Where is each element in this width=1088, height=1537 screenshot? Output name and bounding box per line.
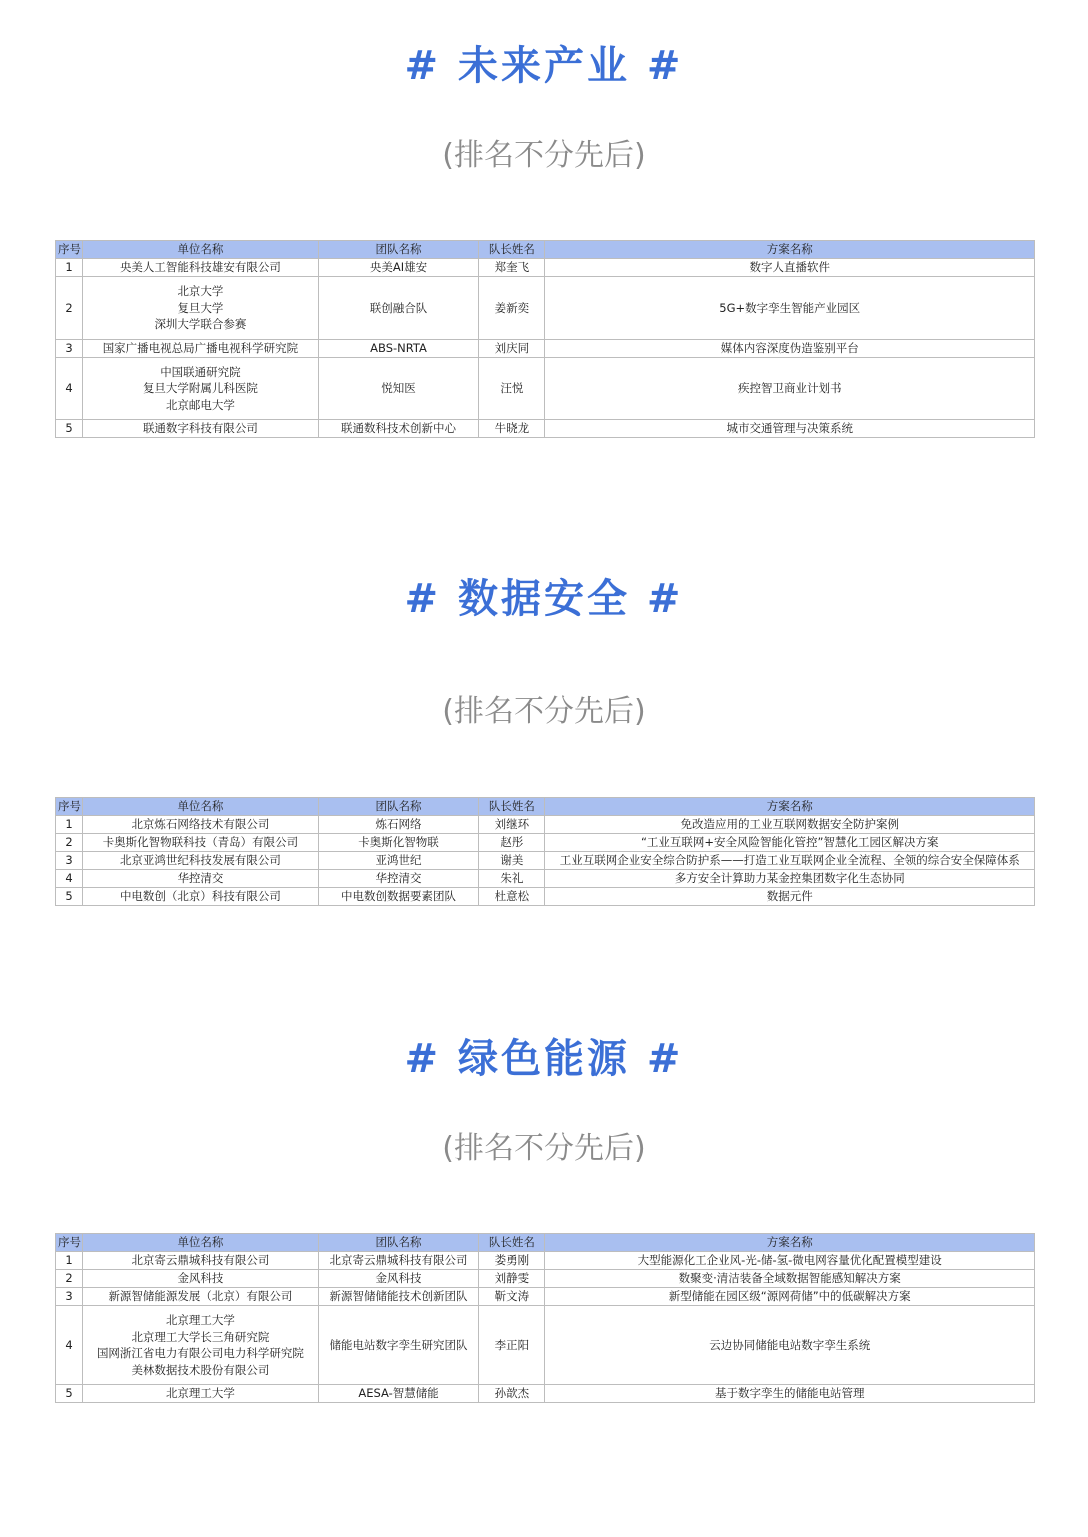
leader-name: 牛晓龙 xyxy=(479,420,545,438)
leader-name: 赵彤 xyxy=(479,834,545,852)
leader-name: 汪悦 xyxy=(479,357,545,420)
organization-name: 美林数据技术股份有限公司 xyxy=(131,1362,270,1377)
organization-name: 北京理工大学长三角研究院 xyxy=(131,1329,270,1344)
team-name: 联通数科技术创新中心 xyxy=(318,420,478,438)
row-index: 3 xyxy=(56,339,83,357)
organization-name: 北京寄云鼎城科技有限公司 xyxy=(131,1253,270,1268)
col-header-plan: 方案名称 xyxy=(545,1234,1035,1252)
organization-name: 央美人工智能科技雄安有限公司 xyxy=(119,260,281,275)
row-index: 2 xyxy=(56,277,83,340)
col-header-index: 序号 xyxy=(56,241,83,259)
organization-cell xyxy=(83,870,319,888)
section-subtitle: (排名不分先后) xyxy=(442,138,646,173)
team-name: 中电数创数据要素团队 xyxy=(318,888,478,906)
col-header-leader: 队长姓名 xyxy=(479,1234,545,1252)
table-row xyxy=(56,888,1035,906)
organization-cell xyxy=(83,852,319,870)
team-name: 联创融合队 xyxy=(318,277,478,340)
row-index: 3 xyxy=(56,1288,83,1306)
organization-name: 金风科技 xyxy=(177,1271,224,1286)
plan-name: 疾控智卫商业计划书 xyxy=(545,357,1035,420)
col-header-index: 序号 xyxy=(56,1234,83,1252)
plan-name: 5G+数字孪生智能产业园区 xyxy=(545,277,1035,340)
table-row xyxy=(56,1270,1035,1288)
table-row xyxy=(56,339,1035,357)
team-name: ABS-NRTA xyxy=(318,339,478,357)
col-header-organization: 单位名称 xyxy=(83,241,319,259)
team-name: 炼石网络 xyxy=(318,816,478,834)
organization-cell xyxy=(83,357,319,420)
table-row xyxy=(56,852,1035,870)
organization-name: 北京邮电大学 xyxy=(165,397,235,412)
section-subtitle: (排名不分先后) xyxy=(442,694,646,729)
leader-name: 靳文涛 xyxy=(479,1288,545,1306)
plan-name: 新型储能在园区级“源网荷储”中的低碳解决方案 xyxy=(545,1288,1035,1306)
col-header-index: 序号 xyxy=(56,798,83,816)
col-header-team: 团队名称 xyxy=(318,241,478,259)
leader-name: 谢美 xyxy=(479,852,545,870)
section-title-future-industry: # 未来产业 # xyxy=(404,43,684,89)
row-index: 1 xyxy=(56,1252,83,1270)
leader-name: 刘静雯 xyxy=(479,1270,545,1288)
plan-name: 数字人直播软件 xyxy=(545,259,1035,277)
team-name: 亚鸿世纪 xyxy=(318,852,478,870)
organization-name: 联通数字科技有限公司 xyxy=(142,421,258,436)
team-name: 华控清交 xyxy=(318,870,478,888)
organization-name: 北京亚鸿世纪科技发展有限公司 xyxy=(119,853,281,868)
team-name: 卡奥斯化智物联 xyxy=(318,834,478,852)
col-header-team: 团队名称 xyxy=(318,1234,478,1252)
row-index: 5 xyxy=(56,888,83,906)
col-header-organization: 单位名称 xyxy=(83,1234,319,1252)
organization-cell xyxy=(83,816,319,834)
plan-name: 多方安全计算助力某金控集团数字化生态协同 xyxy=(545,870,1035,888)
leader-name: 杜意松 xyxy=(479,888,545,906)
organization-cell xyxy=(83,339,319,357)
table-row xyxy=(56,870,1035,888)
organization-cell xyxy=(83,277,319,340)
section-title-green-energy: # 绿色能源 # xyxy=(404,1036,684,1082)
team-name: 悦知医 xyxy=(318,357,478,420)
row-index: 4 xyxy=(56,357,83,420)
organization-cell xyxy=(83,259,319,277)
plan-name: 数聚变·清洁装备全域数据智能感知解决方案 xyxy=(545,1270,1035,1288)
col-header-team: 团队名称 xyxy=(318,798,478,816)
col-header-leader: 队长姓名 xyxy=(479,798,545,816)
table-header-row xyxy=(56,241,1035,259)
table-row xyxy=(56,1306,1035,1385)
organization-name: 中电数创（北京）科技有限公司 xyxy=(119,889,281,904)
plan-name: 媒体内容深度伪造鉴别平台 xyxy=(545,339,1035,357)
row-index: 3 xyxy=(56,852,83,870)
leader-name: 刘庆同 xyxy=(479,339,545,357)
team-name: 储能电站数字孪生研究团队 xyxy=(318,1306,478,1385)
table-row xyxy=(56,816,1035,834)
organization-cell xyxy=(83,1252,319,1270)
organization-name: 深圳大学联合参赛 xyxy=(154,317,247,331)
organization-cell xyxy=(83,1385,319,1403)
table-row xyxy=(56,259,1035,277)
table-header-row xyxy=(56,1234,1035,1252)
plan-name: 大型能源化工企业风-光-储-氢-微电网容量优化配置模型建设 xyxy=(545,1252,1035,1270)
col-header-plan: 方案名称 xyxy=(545,798,1035,816)
organization-cell xyxy=(83,888,319,906)
col-header-leader: 队长姓名 xyxy=(479,241,545,259)
organization-name: 北京炼石网络技术有限公司 xyxy=(131,817,270,832)
leader-name: 李正阳 xyxy=(479,1306,545,1385)
row-index: 1 xyxy=(56,259,83,277)
team-name: AESA-智慧储能 xyxy=(318,1385,478,1403)
leader-name: 娄勇刚 xyxy=(479,1252,545,1270)
plan-name: 数据元件 xyxy=(545,888,1035,906)
plan-name: 云边协同储能电站数字孪生系统 xyxy=(545,1306,1035,1385)
organization-cell xyxy=(83,420,319,438)
table-row xyxy=(56,834,1035,852)
team-name: 北京寄云鼎城科技有限公司 xyxy=(318,1252,478,1270)
results-table-future-industry xyxy=(55,240,1035,438)
section-subtitle: (排名不分先后) xyxy=(442,1131,646,1166)
plan-name: 工业互联网企业安全综合防护系——打造工业互联网企业全流程、全领的综合安全保障体系 xyxy=(545,852,1035,870)
organization-name: 北京大学 xyxy=(177,284,224,298)
row-index: 5 xyxy=(56,420,83,438)
table-header-row xyxy=(56,798,1035,816)
organization-cell xyxy=(83,1288,319,1306)
row-index: 4 xyxy=(56,870,83,888)
organization-name: 国网浙江省电力有限公司电力科学研究院 xyxy=(96,1346,304,1360)
leader-name: 孙歆杰 xyxy=(479,1385,545,1403)
results-table-green-energy xyxy=(55,1233,1035,1403)
table-row xyxy=(56,1252,1035,1270)
organization-name: 北京理工大学 xyxy=(165,1386,235,1401)
row-index: 2 xyxy=(56,834,83,852)
plan-name: 城市交通管理与决策系统 xyxy=(545,420,1035,438)
leader-name: 刘继环 xyxy=(479,816,545,834)
row-index: 4 xyxy=(56,1306,83,1385)
team-name: 新源智储储能技术创新团队 xyxy=(318,1288,478,1306)
organization-name: 中国联通研究院 xyxy=(160,364,241,379)
table-row xyxy=(56,277,1035,340)
table-row xyxy=(56,357,1035,420)
organization-name: 复旦大学附属儿科医院 xyxy=(142,381,258,395)
row-index: 2 xyxy=(56,1270,83,1288)
leader-name: 姜新奕 xyxy=(479,277,545,340)
col-header-plan: 方案名称 xyxy=(545,241,1035,259)
plan-name: “工业互联网+安全风险智能化管控”智慧化工园区解决方案 xyxy=(545,834,1035,852)
col-header-organization: 单位名称 xyxy=(83,798,319,816)
organization-cell xyxy=(83,834,319,852)
organization-name: 华控清交 xyxy=(177,871,224,886)
team-name: 央美AI雄安 xyxy=(318,259,478,277)
row-index: 1 xyxy=(56,816,83,834)
table-row xyxy=(56,420,1035,438)
leader-name: 郑奎飞 xyxy=(479,259,545,277)
row-index: 5 xyxy=(56,1385,83,1403)
section-title-data-security: # 数据安全 # xyxy=(404,576,684,622)
table-row xyxy=(56,1288,1035,1306)
organization-name: 复旦大学 xyxy=(177,300,224,315)
leader-name: 朱礼 xyxy=(479,870,545,888)
organization-name: 卡奥斯化智物联科技（青岛）有限公司 xyxy=(102,835,299,850)
results-table-data-security xyxy=(55,797,1035,906)
team-name: 金风科技 xyxy=(318,1270,478,1288)
organization-name: 新源智储能源发展（北京）有限公司 xyxy=(108,1289,293,1304)
table-row xyxy=(56,1385,1035,1403)
organization-name: 国家广播电视总局广播电视科学研究院 xyxy=(102,340,299,355)
plan-name: 基于数字孪生的储能电站管理 xyxy=(545,1385,1035,1403)
organization-cell xyxy=(83,1270,319,1288)
organization-name: 北京理工大学 xyxy=(165,1313,235,1327)
organization-cell xyxy=(83,1306,319,1385)
plan-name: 免改造应用的工业互联网数据安全防护案例 xyxy=(545,816,1035,834)
